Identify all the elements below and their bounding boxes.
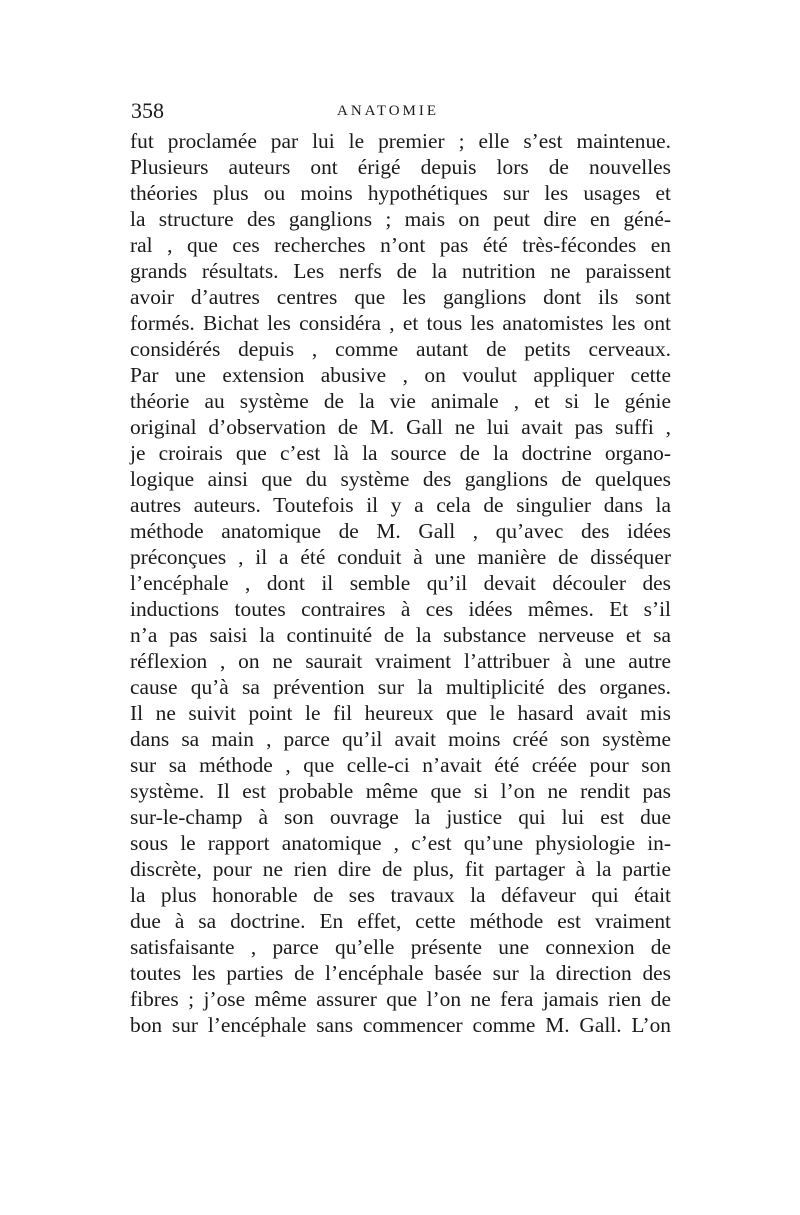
- text-line: ral , que ces recherches n’ont pas été très-fécondes en: [130, 233, 671, 257]
- text-line: considérés depuis , comme autant de petits cerveaux.: [130, 337, 671, 361]
- text-line: formés. Bichat les considéra , et tous les anatomistes les ont: [130, 311, 671, 335]
- text-line: je croirais que c’est là la source de la doctrine organo-: [130, 441, 671, 465]
- running-head: [131, 96, 672, 126]
- text-line: grands résultats. Les nerfs de la nutrition ne paraissent: [130, 259, 671, 283]
- text-line: système. Il est probable même que si l’on ne rendit pas: [130, 779, 671, 803]
- text-line: satisfaisante , parce qu’elle présente une connexion de: [130, 935, 671, 959]
- text-line: sous le rapport anatomique , c’est qu’une physiologie in-: [130, 831, 671, 855]
- running-title: ANATOMIE: [337, 103, 440, 119]
- text-line: fut proclamée par lui le premier ; elle s’est maintenue.: [130, 129, 671, 153]
- page-number: 358: [131, 98, 164, 123]
- text-line: théories plus ou moins hypothétiques sur les usages et: [130, 181, 671, 205]
- text-line: original d’observation de M. Gall ne lui avait pas suffi ,: [130, 415, 671, 439]
- text-line: théorie au système de la vie animale , et si le génie: [130, 389, 671, 413]
- text-line: méthode anatomique de M. Gall , qu’avec des idées: [130, 519, 671, 543]
- text-line: la structure des ganglions ; mais on peut dire en géné-: [130, 207, 671, 231]
- text-line: autres auteurs. Toutefois il y a cela de singulier dans la: [130, 493, 671, 517]
- text-line: inductions toutes contraires à ces idées mêmes. Et s’il: [130, 597, 671, 621]
- text-line: sur-le-champ à son ouvrage la justice qui lui est due: [130, 805, 671, 829]
- text-line: avoir d’autres centres que les ganglions dont ils sont: [130, 285, 671, 309]
- text-line: dans sa main , parce qu’il avait moins créé son système: [130, 727, 671, 751]
- text-line: Plusieurs auteurs ont érigé depuis lors de nouvelles: [130, 155, 671, 179]
- text-line: toutes les parties de l’encéphale basée sur la direction des: [130, 961, 671, 985]
- text-line: Il ne suivit point le fil heureux que le hasard avait mis: [130, 701, 671, 725]
- text-line: préconçues , il a été conduit à une manière de disséquer: [130, 545, 671, 569]
- text-line: sur sa méthode , que celle-ci n’avait été créée pour son: [130, 753, 671, 777]
- text-line: cause qu’à sa prévention sur la multiplicité des organes.: [130, 675, 671, 699]
- text-line: la plus honorable de ses travaux la défaveur qui était: [130, 883, 671, 907]
- text-line: logique ainsi que du système des ganglions de quelques: [130, 467, 671, 491]
- body-text: [130, 128, 671, 1038]
- text-line: fibres ; j’ose même assurer que l’on ne fera jamais rien de: [130, 987, 671, 1011]
- text-line: bon sur l’encéphale sans commencer comme M. Gall. L’on: [130, 1013, 671, 1037]
- text-line: Par une extension abusive , on voulut appliquer cette: [130, 363, 671, 387]
- text-line: due à sa doctrine. En effet, cette méthode est vraiment: [130, 909, 671, 933]
- text-line: discrète, pour ne rien dire de plus, fit partager à la partie: [130, 857, 671, 881]
- text-line: réflexion , on ne saurait vraiment l’attribuer à une autre: [130, 649, 671, 673]
- text-line: l’encéphale , dont il semble qu’il devait découler des: [130, 571, 671, 595]
- text-line: n’a pas saisi la continuité de la substance nerveuse et sa: [130, 623, 671, 647]
